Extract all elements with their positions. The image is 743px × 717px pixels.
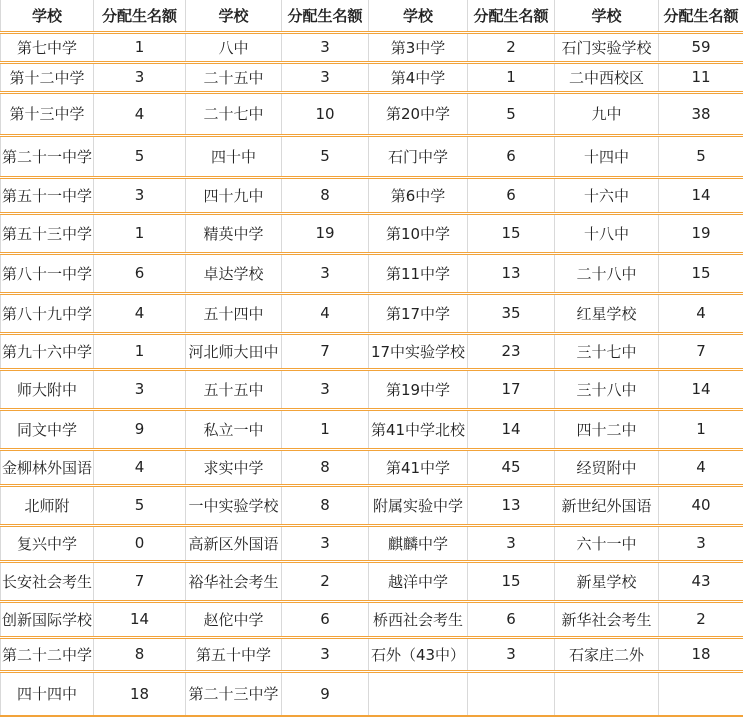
school-cell[interactable]: 二十八中: [555, 253, 659, 293]
school-cell[interactable]: 第八十九中学: [1, 293, 94, 333]
quota-cell[interactable]: 5: [94, 135, 186, 177]
quota-cell[interactable]: 23: [468, 333, 555, 369]
school-cell[interactable]: 第41中学北校: [369, 409, 468, 449]
school-cell[interactable]: 第11中学: [369, 253, 468, 293]
quota-cell[interactable]: 14: [468, 409, 555, 449]
header-row: [1, 0, 743, 32]
school-cell[interactable]: 同文中学: [1, 409, 94, 449]
quota-cell[interactable]: [659, 671, 743, 716]
quota-cell[interactable]: 5: [468, 92, 555, 135]
school-cell[interactable]: 三十七中: [555, 333, 659, 369]
table-row: [1, 637, 743, 671]
quota-cell[interactable]: 6: [282, 601, 369, 637]
school-cell[interactable]: 第6中学: [369, 177, 468, 213]
quota-cell[interactable]: 43: [659, 561, 743, 601]
school-cell[interactable]: 五十五中: [186, 369, 282, 409]
table-row: [1, 213, 743, 253]
school-cell[interactable]: 第二十三中学: [186, 671, 282, 716]
school-cell[interactable]: 十八中: [555, 213, 659, 253]
table-row: [1, 32, 743, 62]
school-cell[interactable]: 第八十一中学: [1, 253, 94, 293]
school-cell[interactable]: 第十二中学: [1, 62, 94, 92]
school-cell[interactable]: 石门中学: [369, 135, 468, 177]
quota-cell[interactable]: 6: [468, 135, 555, 177]
quota-cell[interactable]: 8: [94, 637, 186, 671]
quota-cell[interactable]: 4: [94, 92, 186, 135]
quota-cell[interactable]: 6: [94, 253, 186, 293]
school-cell[interactable]: 第17中学: [369, 293, 468, 333]
quota-cell[interactable]: 6: [468, 601, 555, 637]
school-cell[interactable]: 赵佗中学: [186, 601, 282, 637]
school-cell[interactable]: 17中实验学校: [369, 333, 468, 369]
school-cell[interactable]: 第二十二中学: [1, 637, 94, 671]
school-cell[interactable]: 十四中: [555, 135, 659, 177]
school-cell[interactable]: 第3中学: [369, 32, 468, 62]
quota-cell[interactable]: 14: [659, 369, 743, 409]
quota-cell[interactable]: 7: [659, 333, 743, 369]
quota-cell[interactable]: 4: [659, 293, 743, 333]
header-quota: 分配生名额: [282, 0, 369, 32]
school-cell[interactable]: 四十二中: [555, 409, 659, 449]
quota-cell[interactable]: 15: [659, 253, 743, 293]
quota-cell[interactable]: 3: [659, 525, 743, 561]
table-row: [1, 135, 743, 177]
quota-cell[interactable]: 3: [282, 253, 369, 293]
school-cell[interactable]: 裕华社会考生: [186, 561, 282, 601]
table-row: [1, 92, 743, 135]
school-cell[interactable]: 第九十六中学: [1, 333, 94, 369]
school-cell[interactable]: 北师附: [1, 485, 94, 525]
header-quota: 分配生名额: [659, 0, 743, 32]
school-cell[interactable]: 第二十一中学: [1, 135, 94, 177]
school-cell[interactable]: 三十八中: [555, 369, 659, 409]
school-cell[interactable]: 第五十三中学: [1, 213, 94, 253]
table-row: [1, 561, 743, 601]
school-cell[interactable]: 河北师大田中: [186, 333, 282, 369]
school-cell[interactable]: 麒麟中学: [369, 525, 468, 561]
school-cell[interactable]: 第十三中学: [1, 92, 94, 135]
school-cell[interactable]: 精英中学: [186, 213, 282, 253]
quota-cell[interactable]: 18: [94, 671, 186, 716]
table-row: [1, 62, 743, 92]
quota-cell[interactable]: 3: [94, 177, 186, 213]
quota-cell[interactable]: 14: [659, 177, 743, 213]
quota-cell[interactable]: 14: [94, 601, 186, 637]
school-cell[interactable]: 师大附中: [1, 369, 94, 409]
quota-cell[interactable]: 10: [282, 92, 369, 135]
quota-cell[interactable]: 15: [468, 213, 555, 253]
quota-cell[interactable]: 4: [94, 293, 186, 333]
quota-cell[interactable]: 2: [282, 561, 369, 601]
quota-cell[interactable]: 3: [282, 32, 369, 62]
quota-cell[interactable]: 3: [282, 637, 369, 671]
school-cell[interactable]: 二中西校区: [555, 62, 659, 92]
school-cell[interactable]: 复兴中学: [1, 525, 94, 561]
school-cell[interactable]: 二十七中: [186, 92, 282, 135]
school-cell[interactable]: 九中: [555, 92, 659, 135]
header-school: 学校: [555, 0, 659, 32]
quota-cell[interactable]: 35: [468, 293, 555, 333]
quota-cell[interactable]: 0: [94, 525, 186, 561]
quota-cell[interactable]: [468, 671, 555, 716]
quota-cell[interactable]: 3: [282, 525, 369, 561]
quota-cell[interactable]: 11: [659, 62, 743, 92]
quota-cell[interactable]: 5: [659, 135, 743, 177]
quota-cell[interactable]: 19: [659, 213, 743, 253]
school-cell[interactable]: 桥西社会考生: [369, 601, 468, 637]
school-cell[interactable]: 八中: [186, 32, 282, 62]
school-cell[interactable]: 创新国际学校: [1, 601, 94, 637]
quota-cell[interactable]: 59: [659, 32, 743, 62]
quota-cell[interactable]: 5: [94, 485, 186, 525]
table-row: [1, 369, 743, 409]
table-row: [1, 671, 743, 716]
quota-cell[interactable]: 5: [282, 135, 369, 177]
table-row: [1, 293, 743, 333]
school-cell[interactable]: 越洋中学: [369, 561, 468, 601]
school-cell[interactable]: 第4中学: [369, 62, 468, 92]
table-row: [1, 333, 743, 369]
quota-cell[interactable]: 1: [468, 62, 555, 92]
table-row: [1, 525, 743, 561]
quota-cell[interactable]: 2: [468, 32, 555, 62]
quota-cell[interactable]: 4: [282, 293, 369, 333]
school-cell[interactable]: 石外（43中）: [369, 637, 468, 671]
quota-cell[interactable]: 4: [659, 449, 743, 485]
school-cell[interactable]: 金柳林外国语: [1, 449, 94, 485]
table-row: [1, 177, 743, 213]
quota-cell[interactable]: 3: [94, 62, 186, 92]
school-cell[interactable]: [555, 671, 659, 716]
header-school: 学校: [186, 0, 282, 32]
quota-cell[interactable]: 19: [282, 213, 369, 253]
quota-cell[interactable]: 4: [94, 449, 186, 485]
quota-cell[interactable]: 1: [659, 409, 743, 449]
quota-cell[interactable]: 15: [468, 561, 555, 601]
quota-cell[interactable]: 2: [659, 601, 743, 637]
quota-cell[interactable]: 3: [468, 525, 555, 561]
header-quota: 分配生名额: [468, 0, 555, 32]
school-cell[interactable]: 私立一中: [186, 409, 282, 449]
quota-cell[interactable]: 38: [659, 92, 743, 135]
header-quota: 分配生名额: [94, 0, 186, 32]
quota-cell[interactable]: 9: [282, 671, 369, 716]
quota-cell[interactable]: 8: [282, 449, 369, 485]
quota-cell[interactable]: 40: [659, 485, 743, 525]
quota-cell[interactable]: 8: [282, 177, 369, 213]
quota-cell[interactable]: 17: [468, 369, 555, 409]
school-cell[interactable]: 第41中学: [369, 449, 468, 485]
quota-cell[interactable]: 13: [468, 485, 555, 525]
quota-cell[interactable]: 8: [282, 485, 369, 525]
school-cell[interactable]: 长安社会考生: [1, 561, 94, 601]
school-cell[interactable]: 新华社会考生: [555, 601, 659, 637]
school-cell[interactable]: 求实中学: [186, 449, 282, 485]
header-school: 学校: [1, 0, 94, 32]
header-school: 学校: [369, 0, 468, 32]
quota-cell[interactable]: 1: [94, 333, 186, 369]
quota-cell[interactable]: 1: [94, 213, 186, 253]
school-cell[interactable]: 一中实验学校: [186, 485, 282, 525]
school-cell[interactable]: 高新区外国语: [186, 525, 282, 561]
school-cell[interactable]: 四十中: [186, 135, 282, 177]
school-cell[interactable]: 新星学校: [555, 561, 659, 601]
school-cell[interactable]: 四十四中: [1, 671, 94, 716]
school-cell[interactable]: 四十九中: [186, 177, 282, 213]
quota-cell[interactable]: 18: [659, 637, 743, 671]
quota-cell[interactable]: 3: [94, 369, 186, 409]
school-cell[interactable]: 五十四中: [186, 293, 282, 333]
school-cell[interactable]: 六十一中: [555, 525, 659, 561]
quota-cell[interactable]: 3: [282, 369, 369, 409]
quota-cell[interactable]: 3: [282, 62, 369, 92]
school-cell[interactable]: 石家庄二外: [555, 637, 659, 671]
school-cell[interactable]: 第五十中学: [186, 637, 282, 671]
school-cell[interactable]: 附属实验中学: [369, 485, 468, 525]
quota-cell[interactable]: 7: [94, 561, 186, 601]
quota-cell[interactable]: 1: [94, 32, 186, 62]
quota-cell[interactable]: 7: [282, 333, 369, 369]
school-cell[interactable]: 经贸附中: [555, 449, 659, 485]
quota-cell[interactable]: 6: [468, 177, 555, 213]
quota-cell[interactable]: 9: [94, 409, 186, 449]
school-cell[interactable]: 第10中学: [369, 213, 468, 253]
table-row: [1, 601, 743, 637]
school-cell[interactable]: 十六中: [555, 177, 659, 213]
school-cell[interactable]: 第20中学: [369, 92, 468, 135]
table-row: [1, 253, 743, 293]
table-row: [1, 409, 743, 449]
school-cell[interactable]: 红星学校: [555, 293, 659, 333]
school-cell[interactable]: [369, 671, 468, 716]
school-cell[interactable]: 新世纪外国语: [555, 485, 659, 525]
school-cell[interactable]: 石门实验学校: [555, 32, 659, 62]
school-cell[interactable]: 第七中学: [1, 32, 94, 62]
quota-cell[interactable]: 45: [468, 449, 555, 485]
table-row: [1, 449, 743, 485]
quota-cell[interactable]: 13: [468, 253, 555, 293]
table-row: [1, 485, 743, 525]
school-cell[interactable]: 二十五中: [186, 62, 282, 92]
school-cell[interactable]: 第19中学: [369, 369, 468, 409]
school-cell[interactable]: 第五十一中学: [1, 177, 94, 213]
school-cell[interactable]: 卓达学校: [186, 253, 282, 293]
quota-cell[interactable]: 1: [282, 409, 369, 449]
quota-cell[interactable]: 3: [468, 637, 555, 671]
